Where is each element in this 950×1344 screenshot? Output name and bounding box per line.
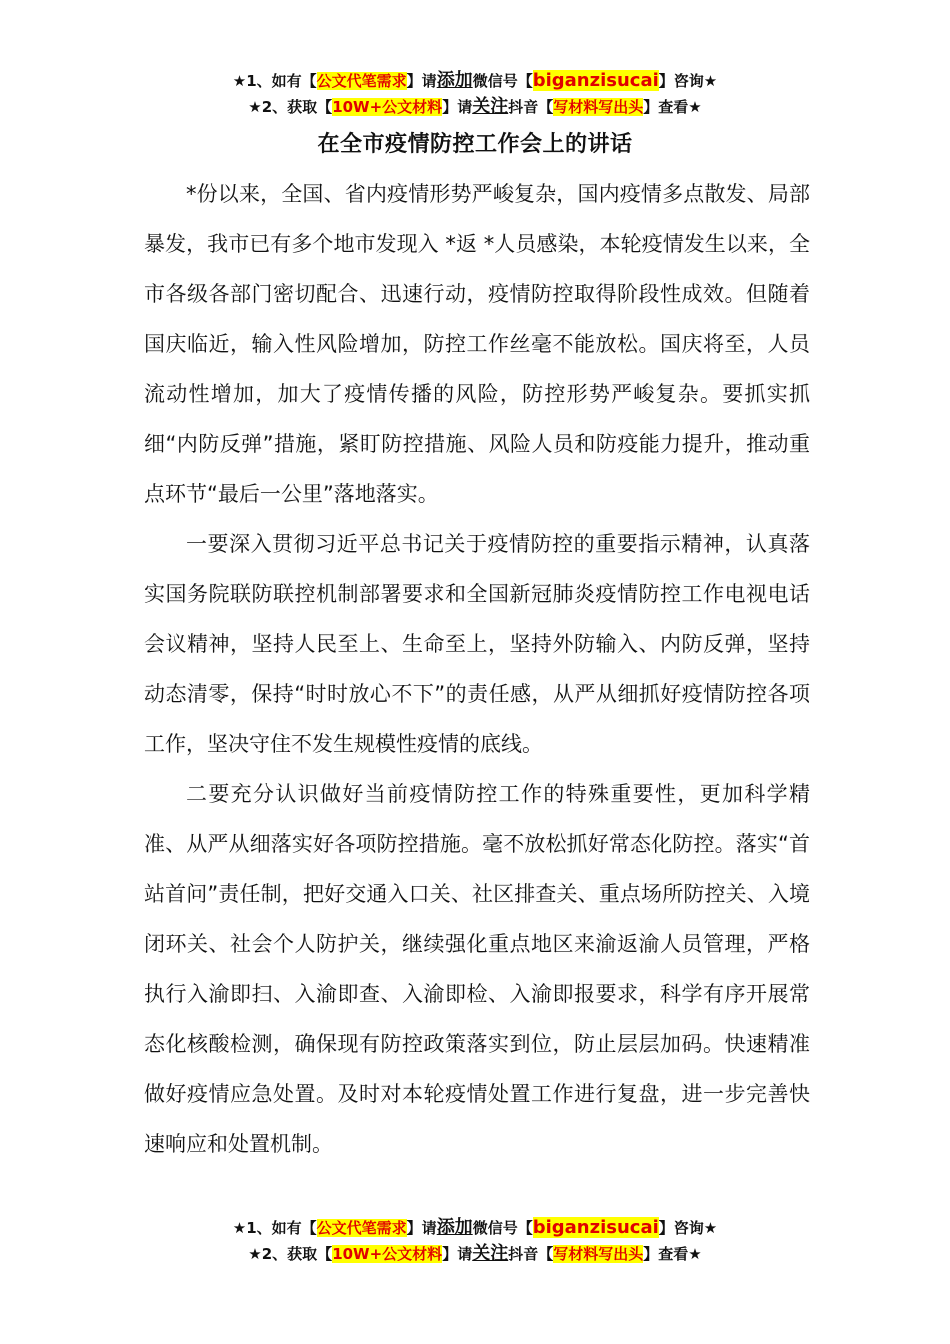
banner-underline: 添加 (436, 1217, 473, 1238)
banner-text: 微信号【 (472, 1219, 533, 1237)
footer-banner (0, 1215, 950, 1267)
header-banner (0, 68, 950, 120)
banner-text: ★1、如有【 (232, 72, 317, 90)
banner-text: 】咨询★ (658, 72, 718, 90)
banner-text: 】请 (406, 72, 437, 90)
banner-text: ★2、获取【 (248, 1245, 333, 1263)
banner-text: 】咨询★ (658, 1219, 718, 1237)
document-title: 在全市疫情防控工作会上的讲话 (317, 132, 633, 157)
banner-text: 】请 (442, 1245, 473, 1263)
banner-highlight: 10W+公文材料 (332, 98, 443, 116)
banner-highlight: 写材料写出头 (553, 1245, 644, 1263)
paragraph: 二要充分认识做好当前疫情防控工作的特殊重要性，更加科学精准、从严从细落实好各项防控措施。毫不放松抓好常态化防控。落实“首站首问”责任制，把好交通入口关、社区排查关、重点场所防控关、入境闭环关、社会个人防护关，继续强化重点地区来渝返渝人员管理，严格执行入渝即扫、入渝即查、入渝即检、入渝即报要求，科学有序开展常态化核酸检测，确保现有防控政策落实到位，防止层层加码。快速精准做好疫情应急处置。及时对本轮疫情处置工作进行复盘，进一步完善快速响应和处置机制。 (144, 782, 810, 1156)
banner-line-1 (0, 1215, 950, 1241)
paragraph: 一要深入贯彻习近平总书记关于疫情防控的重要指示精神，认真落实国务院联防联控机制部署要求和全国新冠肺炎疫情防控工作电视电话会议精神，坚持人民至上、生命至上，坚持外防输入、内防反弹，坚持动态清零，保持“时时放心不下”的责任感，从严从细抓好疫情防控各项工作，坚决守住不发生规模性疫情的底线。 (144, 532, 810, 756)
banner-text: 抖音【 (508, 1245, 554, 1263)
banner-text: 】查看★ (643, 1245, 702, 1263)
banner-highlight: 10W+公文材料 (332, 1245, 443, 1263)
paragraph: *份以来，全国、省内疫情形势严峻复杂，国内疫情多点散发、局部暴发，我市已有多个地市发现入 *返 *人员感染，本轮疫情发生以来，全市各级各部门密切配合、迅速行动，疫情防控取得阶段性成效。但随着国庆临近，输入性风险增加，防控工作丝毫不能放松。国庆将至，人员流动性增加，加大了疫情传播的风险，防控形势严峻复杂。要抓实抓细“内防反弹”措施，紧盯防控措施、风险人员和防疫能力提升，推动重点环节“最后一公里”落地落实。 (144, 182, 810, 506)
banner-underline: 添加 (436, 70, 473, 91)
banner-line-1 (0, 68, 950, 94)
banner-line-2 (0, 1241, 950, 1267)
banner-highlight: 公文代笔需求 (316, 72, 407, 90)
banner-text: 】请 (442, 98, 473, 116)
banner-underline: 关注 (472, 1243, 509, 1264)
banner-wechat-id: biganzisucai (532, 70, 659, 91)
banner-text: ★2、获取【 (248, 98, 333, 116)
banner-highlight: 写材料写出头 (553, 98, 644, 116)
banner-line-2 (0, 94, 950, 120)
banner-text: 】请 (406, 1219, 437, 1237)
banner-text: ★1、如有【 (232, 1219, 317, 1237)
banner-highlight: 公文代笔需求 (316, 1219, 407, 1237)
banner-wechat-id: biganzisucai (532, 1217, 659, 1238)
banner-text: 抖音【 (508, 98, 554, 116)
document-body (144, 169, 810, 1169)
banner-underline: 关注 (472, 96, 509, 117)
banner-text: 微信号【 (472, 72, 533, 90)
banner-text: 】查看★ (643, 98, 702, 116)
